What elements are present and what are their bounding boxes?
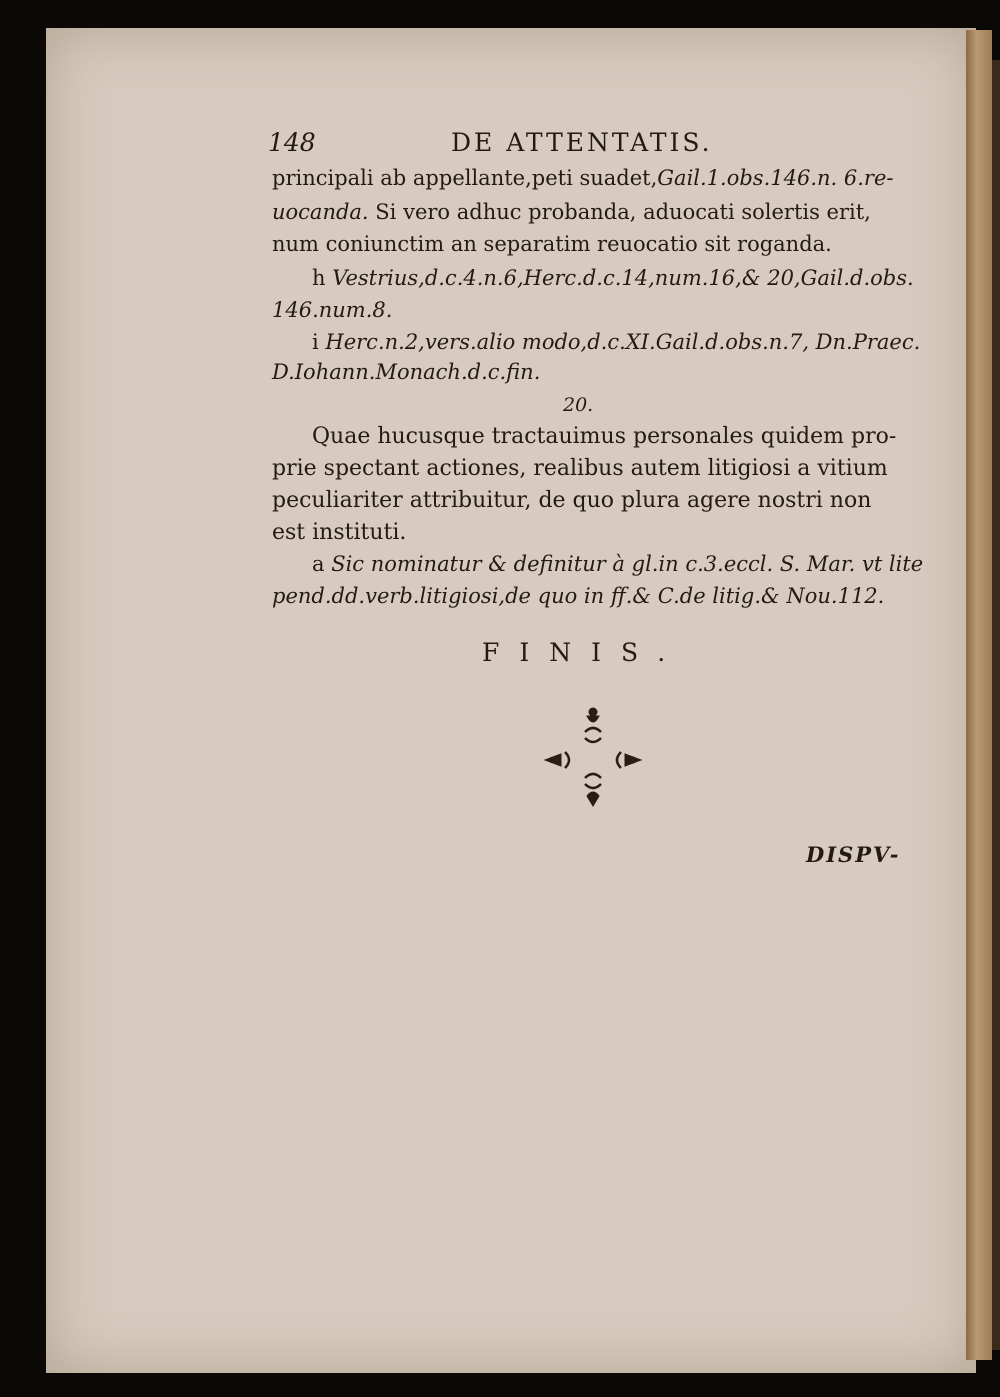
footnote-a-cont: [272, 584, 884, 608]
paragraph-line: est instituti.: [272, 520, 407, 545]
text-italic: Sic nominatur & definitur à gl.in c.3.eccl. S. Mar. vt lite: [331, 552, 924, 576]
text-line: [272, 166, 894, 190]
footnote-marker: a: [312, 552, 332, 576]
paragraph-line: Quae hucusque tractauimus personales quidem pro-: [312, 424, 897, 449]
catchword: DISPV-: [806, 842, 901, 867]
section-number: 20.: [563, 394, 594, 416]
text-italic: pend.dd.verb.litigiosi,de quo in ff.& C.de litig.& Nou.112.: [272, 584, 885, 608]
footnote-marker: h: [312, 266, 333, 290]
footnote-i: [312, 330, 920, 354]
text-roman: num coniunctim an separatim reuocatio sit roganda.: [272, 232, 832, 256]
text-line: [272, 298, 392, 322]
text-line: [272, 200, 871, 224]
printers-ornament-icon: [535, 702, 645, 812]
running-title: DE ATTENTATIS.: [451, 128, 713, 157]
footnote-marker: i: [312, 330, 326, 354]
text-italic: Gail.1.obs.146.n. 6.re-: [657, 166, 894, 190]
book-page: [46, 28, 976, 1373]
page-header: [268, 128, 713, 157]
text-italic: 146.num.8.: [272, 298, 393, 322]
text-line: [272, 360, 540, 384]
text-roman: principali ab appellante,peti suadet,: [272, 166, 658, 190]
text-italic: uocanda.: [272, 200, 369, 224]
paragraph-line: peculiariter attribuitur, de quo plura agere nostri non: [272, 488, 872, 513]
page-number: 148: [268, 128, 316, 157]
page-edge: [966, 30, 992, 1360]
paragraph-line: prie spectant actiones, realibus autem litigiosi a vitium: [272, 456, 888, 481]
finis-heading: FINIS.: [482, 638, 686, 667]
page-shadow: [992, 60, 1000, 1350]
text-roman: Si vero adhuc probanda, aduocati solertis erit,: [368, 200, 871, 224]
footnote-h: [312, 266, 914, 290]
text-italic: D.Iohann.Monach.d.c.fin.: [272, 360, 541, 384]
text-italic: Herc.n.2,vers.alio modo,d.c.XI.Gail.d.obs.n.7, Dn.Praec.: [325, 330, 921, 354]
text-italic: Vestrius,d.c.4.n.6,Herc.d.c.14,num.16,& 20,Gail.d.obs.: [332, 266, 914, 290]
text-line: [272, 232, 832, 256]
footnote-a: [312, 552, 923, 576]
